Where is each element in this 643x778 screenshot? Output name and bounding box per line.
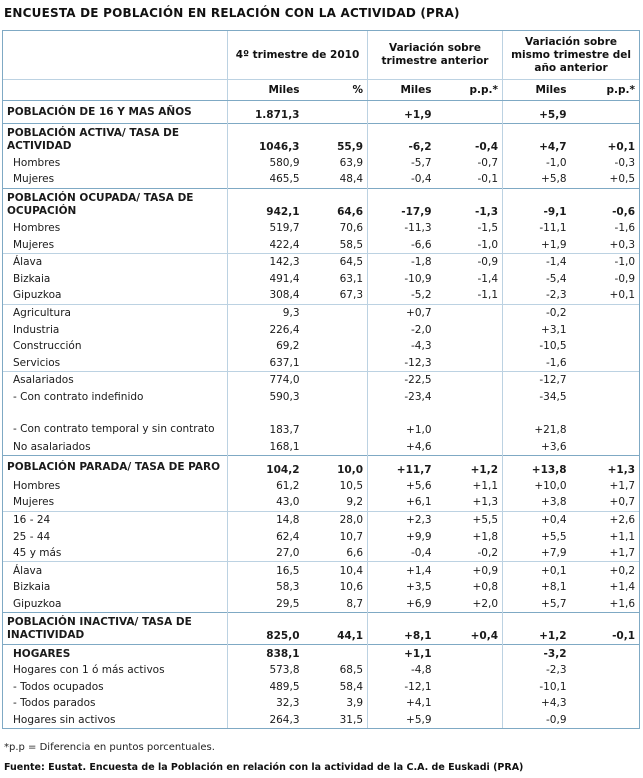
row-label: Asalariados xyxy=(3,372,228,389)
cell-value: -5,7 xyxy=(368,155,436,172)
cell-value: 31,5 xyxy=(304,712,368,729)
cell-value: 308,4 xyxy=(228,287,304,304)
cell-value: -1,3 xyxy=(436,188,503,220)
cell-value: +1,7 xyxy=(571,545,640,562)
cell-value: 10,4 xyxy=(304,562,368,579)
cell-value: +8,1 xyxy=(503,579,571,596)
header-unit: p.p.* xyxy=(436,80,503,101)
row-label: Gipuzkoa xyxy=(3,287,228,304)
cell-value: +6,9 xyxy=(368,596,436,613)
cell-value xyxy=(436,712,503,729)
cell-value: 3,9 xyxy=(346,697,364,710)
cell-value xyxy=(571,338,640,355)
cell-value: 10,6 xyxy=(339,581,364,594)
row-label: - Con contrato temporal y sin contrato xyxy=(3,405,228,438)
cell-value: +0,1 xyxy=(571,287,640,304)
cell-value: -10,1 xyxy=(503,678,571,695)
row-label: 25 - 44 xyxy=(3,528,228,545)
cell-value: -6,6 xyxy=(368,236,436,253)
cell-value xyxy=(436,372,503,389)
table-row xyxy=(3,528,640,545)
cell-value: 69,2 xyxy=(228,338,304,355)
cell-value: -0,4 xyxy=(368,545,436,562)
cell-value: +10,0 xyxy=(503,478,571,495)
cell-value: -11,3 xyxy=(368,220,436,237)
cell-value xyxy=(571,712,640,729)
cell-value: 10,0 xyxy=(304,455,368,477)
cell-value: -4,8 xyxy=(368,662,436,679)
row-label: POBLACIÓN DE 16 Y MAS AÑOS xyxy=(3,101,228,124)
table-row xyxy=(3,678,640,695)
row-label: POBLACIÓN ACTIVA/ TASA DE ACTIVIDAD xyxy=(3,123,228,155)
cell-value: 590,3 xyxy=(228,389,304,406)
cell-value: 1.871,3 xyxy=(228,101,304,124)
cell-value: +1,8 xyxy=(472,530,499,543)
cell-value xyxy=(304,338,368,355)
cell-value: -12,7 xyxy=(503,372,571,389)
cell-value: 422,4 xyxy=(228,236,304,253)
cell-value: +0,7 xyxy=(571,494,640,511)
cell-value: 58,3 xyxy=(228,579,304,596)
cell-value: +11,7 xyxy=(368,455,436,477)
cell-value: 63,1 xyxy=(339,272,364,285)
cell-value: +1,3 xyxy=(472,496,499,509)
cell-value xyxy=(304,355,368,372)
cell-value: +2,3 xyxy=(368,511,436,528)
row-label: Álava xyxy=(3,253,228,270)
table-row xyxy=(3,613,640,645)
cell-value xyxy=(436,101,503,124)
cell-value: +1,1 xyxy=(472,479,499,492)
cell-value: +0,7 xyxy=(368,304,436,321)
row-label: Gipuzkoa xyxy=(3,596,228,613)
cell-value: +1,9 xyxy=(503,236,571,253)
header-unit: Miles xyxy=(228,80,304,101)
cell-value: -9,1 xyxy=(503,188,571,220)
row-label: No asalariados xyxy=(3,438,228,455)
cell-value: +3,1 xyxy=(503,321,571,338)
cell-value: -0,1 xyxy=(571,613,640,645)
cell-value: -6,2 xyxy=(368,123,436,155)
cell-value: +1,0 xyxy=(368,405,436,438)
cell-value xyxy=(436,355,503,372)
cell-value xyxy=(304,101,368,124)
cell-value: -22,5 xyxy=(368,372,436,389)
cell-value xyxy=(571,321,640,338)
row-label: Mujeres xyxy=(3,494,228,511)
row-label: 45 y más xyxy=(3,545,228,562)
cell-value: +9,9 xyxy=(368,528,436,545)
cell-value: 168,1 xyxy=(228,438,304,455)
row-label: Hombres xyxy=(3,220,228,237)
cell-value: +4,3 xyxy=(503,695,571,712)
cell-value: 9,2 xyxy=(346,496,364,509)
cell-value: -1,1 xyxy=(477,289,499,302)
row-label: - Todos parados xyxy=(3,695,228,712)
cell-value xyxy=(571,304,640,321)
cell-value xyxy=(436,304,503,321)
cell-value: 774,0 xyxy=(228,372,304,389)
table-row xyxy=(3,355,640,372)
cell-value: 62,4 xyxy=(228,528,304,545)
table-row xyxy=(3,304,640,321)
row-label: POBLACIÓN INACTIVA/ TASA DE INACTIVIDAD xyxy=(3,613,228,645)
cell-value: -10,5 xyxy=(503,338,571,355)
cell-value: 68,5 xyxy=(339,664,364,677)
cell-value: 10,7 xyxy=(339,530,364,543)
cell-value xyxy=(304,321,368,338)
header-unit: Miles xyxy=(368,80,436,101)
cell-value: 264,3 xyxy=(228,712,304,729)
cell-value: 64,5 xyxy=(304,253,368,270)
cell-value: 63,9 xyxy=(339,156,364,169)
cell-value: +5,9 xyxy=(368,712,436,729)
table-row xyxy=(3,220,640,237)
table-row xyxy=(3,494,640,511)
cell-value: -12,1 xyxy=(368,678,436,695)
cell-value: -2,0 xyxy=(368,321,436,338)
cell-value: -5,4 xyxy=(503,271,571,288)
table-row xyxy=(3,188,640,220)
cell-value: +5,5 xyxy=(503,528,571,545)
cell-value: +21,8 xyxy=(503,405,571,438)
cell-value xyxy=(304,389,368,406)
cell-value: 637,1 xyxy=(228,355,304,372)
cell-value: 48,4 xyxy=(339,173,364,186)
cell-value: 183,7 xyxy=(228,405,304,438)
cell-value: 825,0 xyxy=(228,613,304,645)
table-row xyxy=(3,287,640,304)
page-title: ENCUESTA DE POBLACIÓN EN RELACIÓN CON LA ACTIVIDAD (PRA) xyxy=(4,6,460,20)
cell-value: 58,4 xyxy=(339,680,364,693)
table-row xyxy=(3,579,640,596)
cell-value: -2,3 xyxy=(503,662,571,679)
cell-value: -1,6 xyxy=(571,220,640,237)
cell-value xyxy=(436,662,503,679)
table-row xyxy=(3,511,640,528)
cell-value: +4,7 xyxy=(503,123,571,155)
cell-value: 58,5 xyxy=(339,238,364,251)
table-row xyxy=(3,253,640,270)
cell-value xyxy=(571,389,640,406)
cell-value: +5,6 xyxy=(368,478,436,495)
cell-value: +3,8 xyxy=(503,494,571,511)
cell-value xyxy=(436,438,503,455)
cell-value: 142,3 xyxy=(228,253,304,270)
cell-value: -1,6 xyxy=(503,355,571,372)
row-label: Mujeres xyxy=(3,171,228,188)
row-label: Álava xyxy=(3,562,228,579)
cell-value: -0,9 xyxy=(503,712,571,729)
cell-value: -10,9 xyxy=(368,271,436,288)
cell-value xyxy=(571,695,640,712)
cell-value: -23,4 xyxy=(368,389,436,406)
row-label: Hogares con 1 ó más activos xyxy=(3,662,228,679)
cell-value: 70,6 xyxy=(339,222,364,235)
row-label: HOGARES xyxy=(3,645,228,662)
table-row xyxy=(3,455,640,477)
header-unit: % xyxy=(304,80,368,101)
cell-value: +3,6 xyxy=(503,438,571,455)
cell-value: +0,4 xyxy=(503,511,571,528)
cell-value: -1,4 xyxy=(503,253,571,270)
cell-value xyxy=(304,304,368,321)
cell-value: 226,4 xyxy=(228,321,304,338)
cell-value: 573,8 xyxy=(228,662,304,679)
cell-value xyxy=(571,355,640,372)
row-label: Servicios xyxy=(3,355,228,372)
cell-value: 32,3 xyxy=(228,695,304,712)
cell-value xyxy=(436,695,503,712)
cell-value: +0,9 xyxy=(436,562,503,579)
table-row xyxy=(3,338,640,355)
table-row xyxy=(3,155,640,172)
cell-value: +1,3 xyxy=(571,455,640,477)
source-line: Fuente: Eustat. Encuesta de la Población en relación con la actividad de la C.A. de Euskadi (PRA) xyxy=(4,762,524,773)
cell-value: 61,2 xyxy=(228,478,304,495)
cell-value: +0,8 xyxy=(472,581,499,594)
cell-value: 580,9 xyxy=(228,155,304,172)
row-label: POBLACIÓN OCUPADA/ TASA DE OCUPACIÓN xyxy=(3,188,228,220)
cell-value: +1,2 xyxy=(503,613,571,645)
row-label: - Todos ocupados xyxy=(3,678,228,695)
cell-value: 942,1 xyxy=(228,188,304,220)
data-table xyxy=(2,30,640,729)
cell-value: 29,5 xyxy=(228,596,304,613)
cell-value: 8,7 xyxy=(346,597,364,610)
cell-value: +4,6 xyxy=(368,438,436,455)
cell-value: +7,9 xyxy=(503,545,571,562)
table-row xyxy=(3,438,640,455)
table-row xyxy=(3,478,640,495)
table-row xyxy=(3,171,640,188)
cell-value: -1,8 xyxy=(368,253,436,270)
table-body xyxy=(3,101,640,729)
cell-value: +2,0 xyxy=(472,597,499,610)
cell-value: -2,3 xyxy=(503,287,571,304)
cell-value: -0,4 xyxy=(436,123,503,155)
cell-value: 27,0 xyxy=(228,545,304,562)
cell-value: -0,6 xyxy=(571,188,640,220)
cell-value: -1,4 xyxy=(477,272,499,285)
row-label: Mujeres xyxy=(3,236,228,253)
header-var-prev: Variación sobre trimestre anterior xyxy=(368,31,503,80)
cell-value xyxy=(571,438,640,455)
cell-value: -1,0 xyxy=(477,238,499,251)
row-label: Hogares sin activos xyxy=(3,712,228,729)
table-row xyxy=(3,372,640,389)
cell-value: +1,7 xyxy=(571,478,640,495)
header-row-groups xyxy=(3,31,640,80)
cell-value: +5,7 xyxy=(503,596,571,613)
cell-value xyxy=(304,405,368,438)
row-label: 16 - 24 xyxy=(3,511,228,528)
cell-value: +1,2 xyxy=(436,455,503,477)
table-row xyxy=(3,321,640,338)
cell-value: +0,2 xyxy=(571,562,640,579)
cell-value xyxy=(304,438,368,455)
cell-value: +1,4 xyxy=(571,579,640,596)
cell-value: +6,1 xyxy=(368,494,436,511)
table-row xyxy=(3,596,640,613)
cell-value xyxy=(571,678,640,695)
header-unit: Miles xyxy=(503,80,571,101)
cell-value xyxy=(436,389,503,406)
cell-value: -0,1 xyxy=(477,173,499,186)
cell-value: -0,2 xyxy=(503,304,571,321)
cell-value xyxy=(571,101,640,124)
cell-value: +0,4 xyxy=(436,613,503,645)
table-row xyxy=(3,405,640,438)
cell-value: -1,0 xyxy=(503,155,571,172)
cell-value: -0,7 xyxy=(477,156,499,169)
cell-value: -4,3 xyxy=(368,338,436,355)
cell-value: -11,1 xyxy=(503,220,571,237)
row-label: Construcción xyxy=(3,338,228,355)
cell-value: 44,1 xyxy=(304,613,368,645)
table-row xyxy=(3,123,640,155)
row-label: Agricultura xyxy=(3,304,228,321)
cell-value: +2,6 xyxy=(571,511,640,528)
cell-value: 465,5 xyxy=(228,171,304,188)
table-row xyxy=(3,271,640,288)
cell-value: 16,5 xyxy=(228,562,304,579)
cell-value: 64,6 xyxy=(304,188,368,220)
cell-value: 14,8 xyxy=(228,511,304,528)
cell-value: -1,5 xyxy=(477,222,499,235)
cell-value xyxy=(436,645,503,662)
cell-value xyxy=(436,321,503,338)
cell-value: -3,2 xyxy=(503,645,571,662)
cell-value: 10,5 xyxy=(339,479,364,492)
row-label: Bizkaia xyxy=(3,579,228,596)
cell-value xyxy=(304,645,368,662)
cell-value: 489,5 xyxy=(228,678,304,695)
row-label: POBLACIÓN PARADA/ TASA DE PARO xyxy=(3,455,228,477)
cell-value: +5,8 xyxy=(503,171,571,188)
table-row xyxy=(3,236,640,253)
cell-value: -0,9 xyxy=(436,253,503,270)
cell-value: +0,3 xyxy=(571,236,640,253)
table-row xyxy=(3,662,640,679)
cell-value: 9,3 xyxy=(228,304,304,321)
cell-value: 6,6 xyxy=(346,547,364,560)
cell-value: +0,1 xyxy=(571,123,640,155)
cell-value xyxy=(436,678,503,695)
table-row xyxy=(3,389,640,406)
cell-value xyxy=(304,372,368,389)
cell-value: -0,9 xyxy=(571,271,640,288)
cell-value: 519,7 xyxy=(228,220,304,237)
header-var-year: Variación sobre mismo trimestre del año anterior xyxy=(503,31,640,80)
cell-value: +1,1 xyxy=(571,528,640,545)
cell-value: -1,0 xyxy=(571,253,640,270)
cell-value: 838,1 xyxy=(228,645,304,662)
cell-value: +0,1 xyxy=(503,562,571,579)
row-label: Hombres xyxy=(3,155,228,172)
cell-value: +1,4 xyxy=(368,562,436,579)
table-row xyxy=(3,645,640,662)
table-row xyxy=(3,101,640,124)
cell-value xyxy=(571,372,640,389)
row-label: Industria xyxy=(3,321,228,338)
table-row xyxy=(3,695,640,712)
footnote: *p.p = Diferencia en puntos porcentuales. xyxy=(4,742,215,753)
cell-value: -5,2 xyxy=(368,287,436,304)
cell-value: +1,1 xyxy=(368,645,436,662)
cell-value: 55,9 xyxy=(304,123,368,155)
row-label: Hombres xyxy=(3,478,228,495)
table-row xyxy=(3,545,640,562)
cell-value: 28,0 xyxy=(304,511,368,528)
cell-value: +13,8 xyxy=(503,455,571,477)
header-row-units xyxy=(3,80,640,101)
cell-value xyxy=(571,405,640,438)
cell-value: +1,6 xyxy=(571,596,640,613)
table-row xyxy=(3,712,640,729)
cell-value: +0,5 xyxy=(571,171,640,188)
cell-value: 104,2 xyxy=(228,455,304,477)
row-label: - Con contrato indefinido xyxy=(3,389,228,406)
cell-value: +1,9 xyxy=(368,101,436,124)
cell-value: +5,9 xyxy=(503,101,571,124)
cell-value: 67,3 xyxy=(339,289,364,302)
header-blank xyxy=(3,31,228,80)
cell-value xyxy=(436,405,503,438)
cell-value: +3,5 xyxy=(368,579,436,596)
cell-value xyxy=(571,662,640,679)
header-period: 4º trimestre de 2010 xyxy=(228,31,368,80)
cell-value xyxy=(571,645,640,662)
row-label: Bizkaia xyxy=(3,271,228,288)
cell-value: -0,3 xyxy=(571,155,640,172)
cell-value: -0,4 xyxy=(368,171,436,188)
cell-value: -12,3 xyxy=(368,355,436,372)
cell-value: -17,9 xyxy=(368,188,436,220)
cell-value: +5,5 xyxy=(436,511,503,528)
cell-value: -34,5 xyxy=(503,389,571,406)
cell-value: +4,1 xyxy=(368,695,436,712)
table-row xyxy=(3,562,640,579)
cell-value: +8,1 xyxy=(368,613,436,645)
cell-value: -0,2 xyxy=(477,547,499,560)
header-blank-2 xyxy=(3,80,228,101)
cell-value: 1046,3 xyxy=(228,123,304,155)
cell-value xyxy=(436,338,503,355)
cell-value: 491,4 xyxy=(228,271,304,288)
header-unit: p.p.* xyxy=(571,80,640,101)
cell-value: 43,0 xyxy=(228,494,304,511)
